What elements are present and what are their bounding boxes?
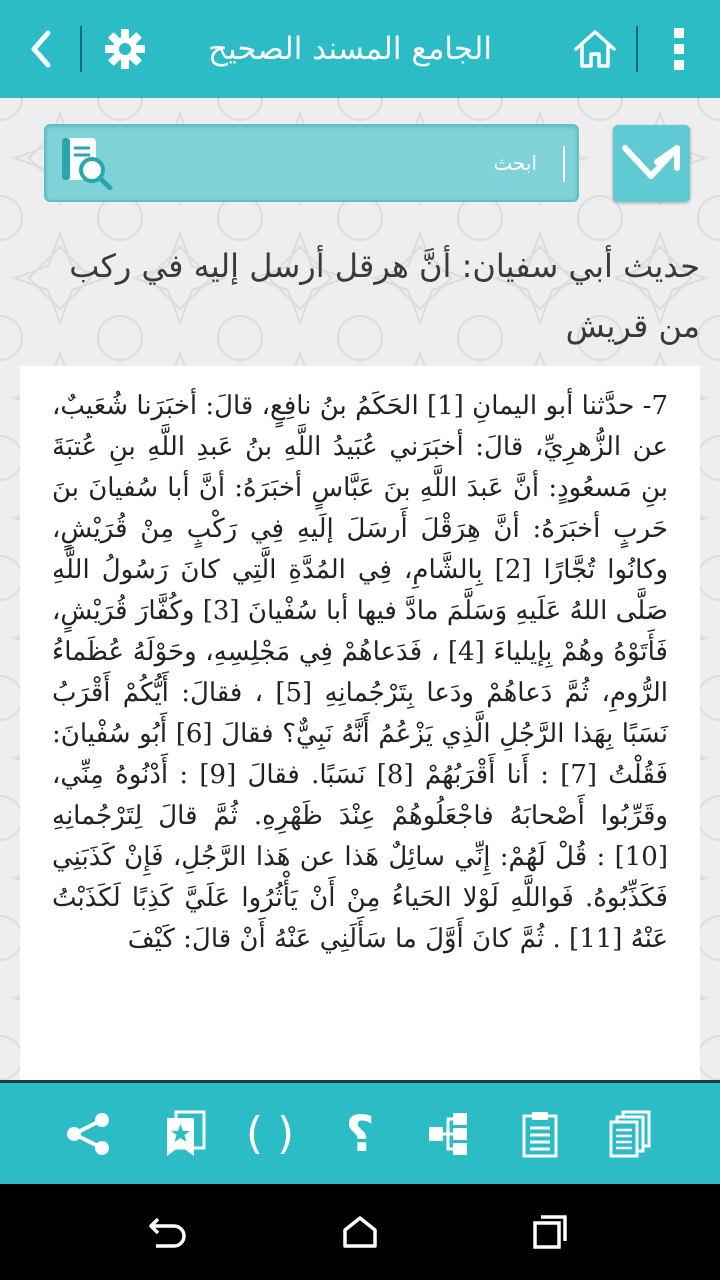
nav-home-button[interactable] [310,1184,410,1280]
tree-button[interactable] [408,1083,488,1184]
share-button[interactable] [48,1083,128,1184]
go-button[interactable] [613,125,690,202]
hadith-text-card[interactable] [20,366,700,1080]
home-icon [573,29,617,69]
system-nav-bar [0,1184,720,1280]
app-bar-divider [80,26,82,72]
bookmark-star-icon [164,1110,206,1158]
recents-icon [532,1214,568,1250]
hadith-body: 7- حدَّثنا أبو اليمانِ [1] الحَكَمُ بنُ نافِعٍ، قالَ: أخبَرَنا شُعَيبٌ، عن الزُّهرِيِّ، قالَ: أخبَرَني عُبَيدُ اللَّهِ بنُ عَبدِ اللَّهِ بنِ عُتبَةَ بنِ مَسعُودٍ: أنَّ عَبدَ اللَّهِ بنَ عَبَّاسٍ أخبَرَهُ: أنَّ أبا سُفيانَ بنَ حَربٍ أخبَرَهُ: أنَّ هِرَقْلَ أَرسَلَ إلَيهِ فِي رَكْبٍ مِنْ قُرَيْشٍ، وكانُوا تُجَّارًا [2] بِالشَّامِ، فِي المُدَّةِ الَّتِي كانَ رَسُولُ اللَّهِ صَلَّى اللهُ عَلَيهِ وَسَلَّمَ مادَّ فيها أبا سُفْيانَ [3] وكُفَّارَ قُرَيْشٍ، فَأَتَوْهُ وهُمْ بِإيلياءَ [4] ، فَدَعاهُمْ فِي مَجْلِسِهِ، وحَوْلَهُ عُظَماءُ الرُّومِ، ثُمَّ دَعاهُمْ ودَعا بِتَرْجُمانِهِ [5] ، فقالَ: أَيُّكُمْ أَقْرَبُ نَسَبًا بِهَذا الرَّجُلِ الَّذِي يَزْعُمُ أَنَّهُ نَبِيٌّ؟ فقالَ [6] أَبُو سُفْيانَ: فَقُلْتُ [7] : أَنا أَقْرَبُهُمْ [8] نَسَبًا. فقالَ [9] : أَدْنُوهُ مِنِّي، وقَرِّبُوا أَصْحابَهُ فاجْعَلُوهُمْ عِنْدَ ظَهْرِهِ. ثُمَّ قالَ لِتَرْجُمانِهِ [10] : قُلْ لَهُمْ: إِنِّي سائِلٌ هَذا عن هَذا الرَّجُلِ، فَإِنْ كَذَبَنِي فَكَذِّبُوهُ. فَواللَّهِ لَوْلا الحَياءُ مِنْ أَنْ يَأْثُرُوا عَلَيَّ كَذِبًا لَكَذَبْتُ عَنْهُ [11] . ثُمَّ كانَ أَوَّلَ ما سَأَلَنِي عَنْهُ أَنْ قالَ: كَيْفَ [52,391,669,954]
home-icon [342,1215,378,1249]
hadith-heading: حديث أبي سفيان: أنَّ هرقل أرسل إليه في ركب من قريش [69,247,700,345]
question-icon: ؟ [345,1104,375,1163]
clipboard-icon [521,1110,559,1158]
parentheses-icon: ( ) [245,1108,295,1159]
tree-icon [427,1111,469,1157]
question-button[interactable] [320,1083,400,1184]
more-vert-icon [673,27,685,71]
gear-icon [104,28,146,70]
app-bar-divider [636,26,638,72]
home-button[interactable] [570,0,620,98]
settings-button[interactable] [100,0,150,98]
text-cursor [563,146,565,182]
nav-recents-button[interactable] [500,1184,600,1280]
back-icon [148,1215,188,1249]
search-book-icon[interactable] [58,134,114,194]
back-button[interactable] [16,0,66,98]
clipboard-button[interactable] [500,1083,580,1184]
search-placeholder: ابحث [493,151,537,175]
bookmark-button[interactable] [145,1083,225,1184]
search-field[interactable] [44,124,579,202]
overflow-menu-button[interactable] [656,0,702,98]
app-bar [0,0,720,98]
nav-back-button[interactable] [118,1184,218,1280]
copy-button[interactable] [590,1083,670,1184]
page-title: الجامع المسند الصحيح [208,31,492,67]
chevron-left-icon [26,29,56,69]
copy-icon [609,1110,651,1158]
parentheses-button[interactable] [230,1083,310,1184]
bottom-toolbar [0,1080,720,1184]
share-icon [64,1112,112,1156]
arrow-down-right-icon [621,142,683,186]
